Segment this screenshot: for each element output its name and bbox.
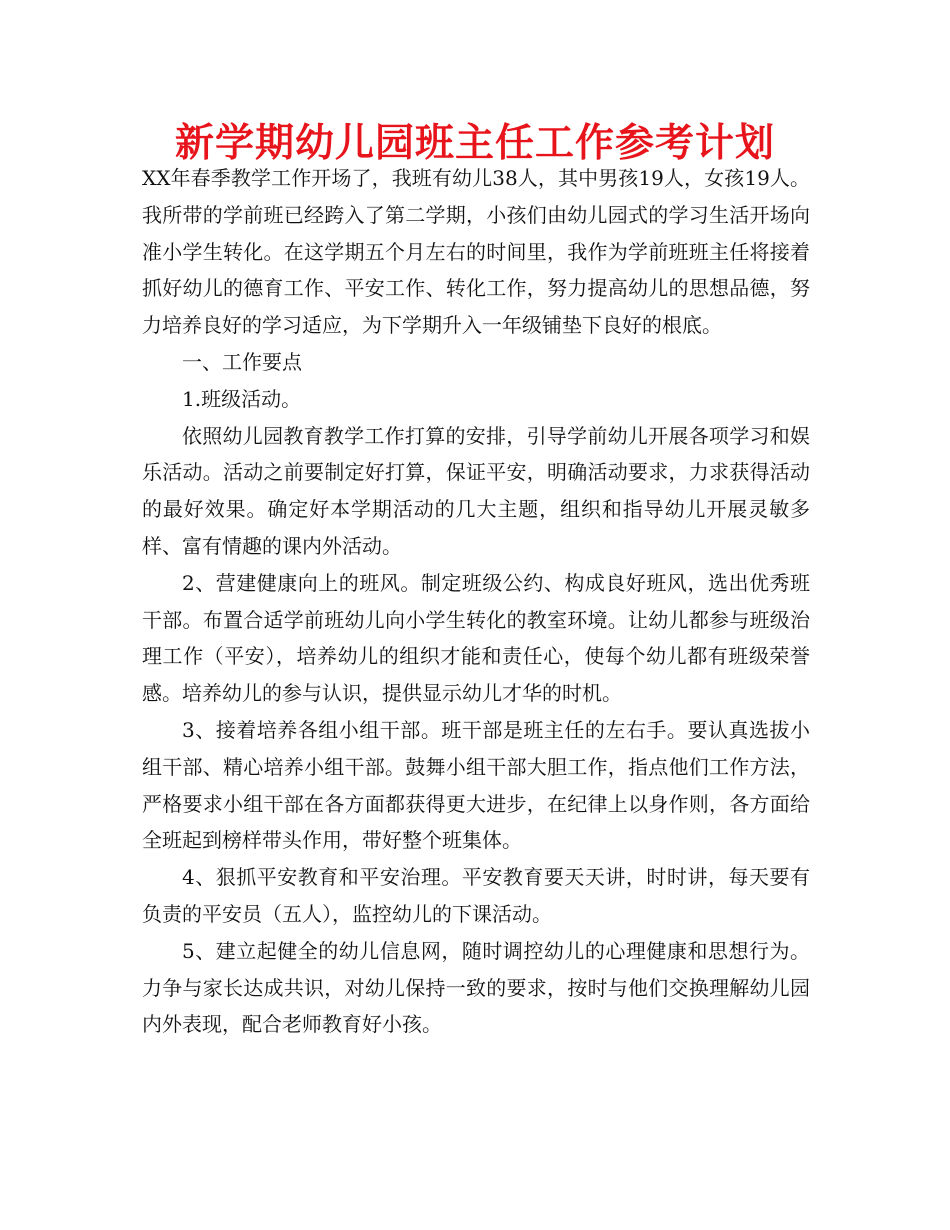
subsection-heading: 1.班级活动。 xyxy=(182,386,302,411)
paragraph-class-activities: 依照幼儿园教育教学工作打算的安排，引导学前幼儿开展各项学习和娱乐活动。活动之前要制定好打算，保证平安，明确活动要求，力求获得活动的最好效果。确定好本学期活动的几大主题，组织和指导幼儿开展灵敏多样、富有情趣的课内外活动。 xyxy=(142,423,810,558)
section-heading: 一、工作要点 xyxy=(182,349,302,374)
paragraph-safety: 4、狠抓平安教育和平安治理。平安教育要天天讲，时时讲，每天要有负责的平安员（五人），监控幼儿的下课活动。 xyxy=(142,865,810,926)
paragraph-class-culture: 2、营建健康向上的班风。制定班级公约、构成良好班风，选出优秀班干部。布置合适学前班幼儿向小学生转化的教室环境。让幼儿都参与班级治理工作（平安），培养幼儿的组织才能和责任心，使每个幼儿都有班级荣誉感。培养幼儿的参与认识，提供显示幼儿才华的时机。 xyxy=(142,570,810,706)
paragraph-group-leaders: 3、接着培养各组小组干部。班干部是班主任的左右手。要认真选拔小组干部、精心培养小组干部。鼓舞小组干部大胆工作，指点他们工作方法，严格要求小组干部在各方面都获得更大进步，在纪律上以身作则，各方面给全班起到榜样带头作用，带好整个班集体。 xyxy=(142,717,810,853)
paragraph-info-network: 5、建立起健全的幼儿信息网，随时调控幼儿的心理健康和思想行为。力争与家长达成共识，对幼儿保持一致的要求，按时与他们交换理解幼儿园内外表现，配合老师教育好小孩。 xyxy=(142,938,810,1037)
document-body xyxy=(142,160,810,1043)
paragraph-intro: XX年春季教学工作开场了，我班有幼儿38人，其中男孩19人，女孩19人。我所带的学前班已经跨入了第二学期，小孩们由幼儿园式的学习生活开场向准小学生转化。在这学期五个月左右的时间里，我作为学前班班主任将接着抓好幼儿的德育工作、平安工作、转化工作，努力提高幼儿的思想品德，努力培养良好的学习适应，为下学期升入一年级铺垫下良好的根底。 xyxy=(142,166,810,338)
document-title: 新学期幼儿园班主任工作参考计划 xyxy=(174,120,775,166)
